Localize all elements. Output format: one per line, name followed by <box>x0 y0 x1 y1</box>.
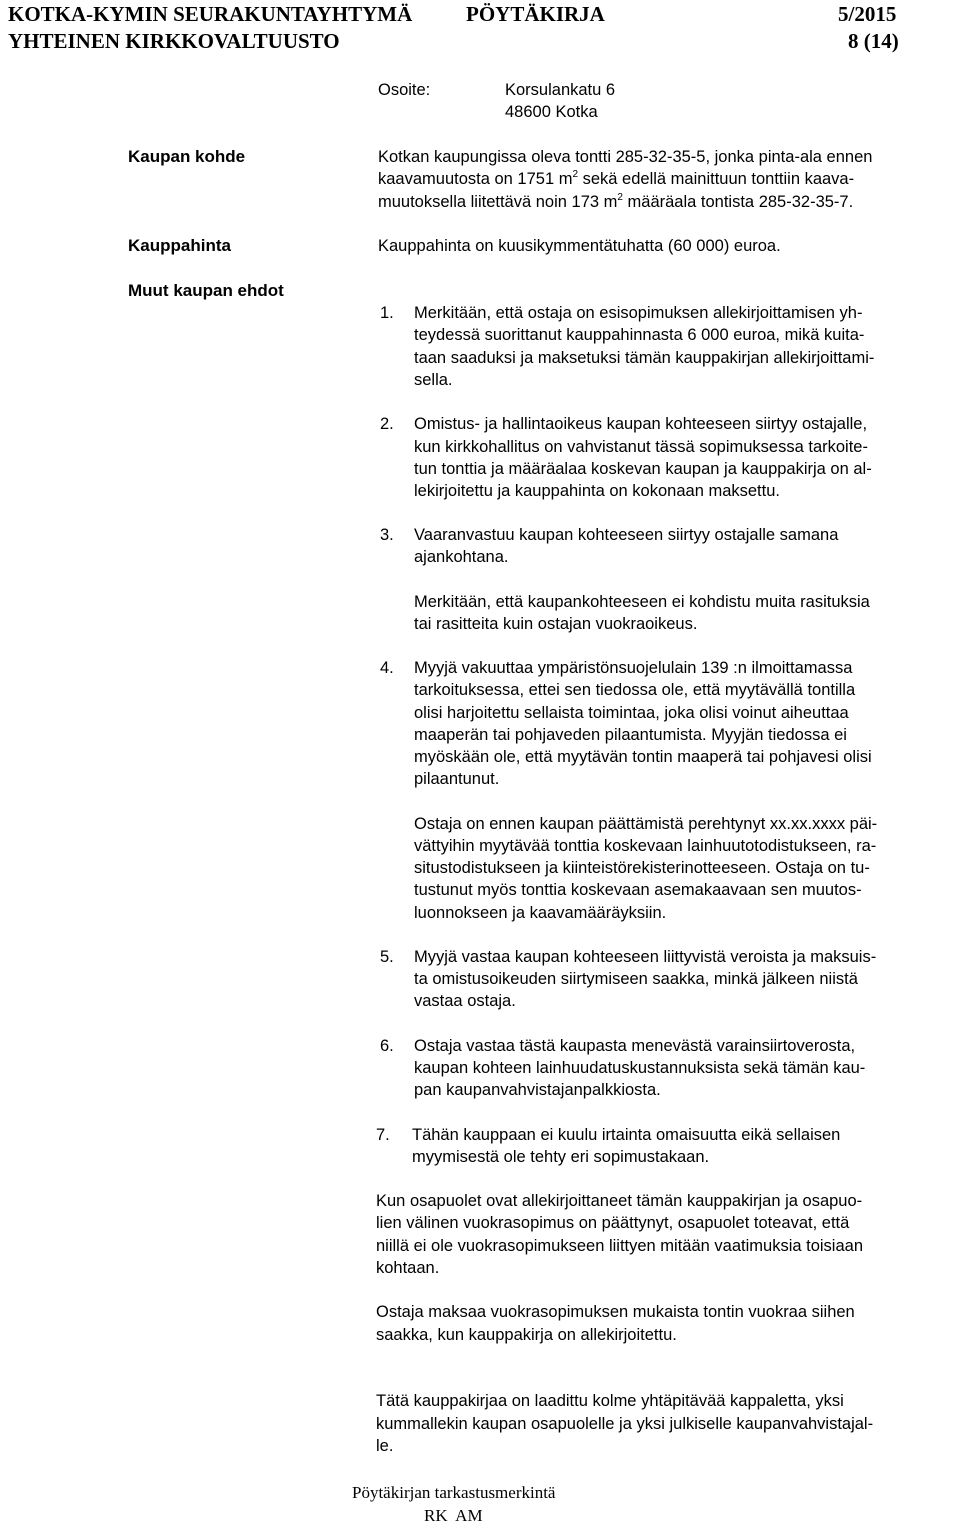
item-4-number: 4. <box>380 659 394 677</box>
para-c-line-2: kummallekin kaupan osapuolelle ja yksi julkiselle kaupanvahvistajal- <box>376 1415 874 1433</box>
item-2-number: 2. <box>380 415 394 433</box>
page-number: 8 (14) <box>848 29 899 53</box>
para-c-line-3: le. <box>376 1437 394 1455</box>
item-4-line-4: maaperän tai pohjaveden pilaantumista. Myyjän tiedossa ei <box>414 726 847 744</box>
doc-number: 5/2015 <box>838 2 897 26</box>
para-a-line-2: lien välinen vuokrasopimus on päättynyt, osapuolet toteavat, että <box>376 1214 850 1232</box>
item-4-para2-line-5: luonnokseen ja kaavamääräyksiin. <box>414 904 667 922</box>
address-postal: 48600 Kotka <box>505 103 598 121</box>
section-label-kaupan-kohde: Kaupan kohde <box>128 147 246 166</box>
item-1-line-4: sella. <box>414 371 453 389</box>
para-c-line-1: Tätä kauppakirjaa on laadittu kolme yhtäpitävää kappaletta, yksi <box>376 1392 844 1410</box>
item-1-line-1: Merkitään, että ostaja on esisopimuksen allekirjoittamisen yh- <box>414 304 863 322</box>
para-b-line-2: saakka, kun kauppakirja on allekirjoitettu. <box>376 1326 677 1344</box>
item-5-line-1: Myyjä vastaa kaupan kohteeseen liittyvistä veroista ja maksuis- <box>414 948 877 966</box>
item-4-para2-line-4: tustunut myös tonttia koskevaan asemakaavaan sen muutos- <box>414 881 862 899</box>
item-2-line-4: lekirjoitettu ja kauppahinta on kokonaan maksettu. <box>414 482 780 500</box>
kohde-line-3: muutoksella liitettävä noin 173 $m^2$ määräala tontista 285-32-35-7. <box>378 191 854 211</box>
item-2-line-3: tun tonttia ja määräalaa koskevan kaupan ja kauppakirja on al- <box>414 460 872 478</box>
kohde-line-2: kaavamuutosta on 1751 $m^2$ sekä edellä mainittuun tonttiin kaava- <box>378 168 855 188</box>
address-label: Osoite: <box>378 81 431 99</box>
item-1-number: 1. <box>380 304 394 322</box>
item-1-line-3: taan saaduksi ja maksetuksi tämän kauppakirjan allekirjoittami- <box>414 349 875 367</box>
org-name-line1: KOTKA-KYMIN SEURAKUNTAYHTYMÄ <box>8 2 413 26</box>
item-4-line-5: myöskään ole, että myytävän tontin maaperä tai pohjavesi olisi <box>414 748 872 766</box>
kauppahinta-text: Kauppahinta on kuusikymmentätuhatta (60 000) euroa. <box>378 237 781 255</box>
para-b-line-1: Ostaja maksaa vuokrasopimuksen mukaista tontin vuokraa siihen <box>376 1303 855 1321</box>
section-label-kauppahinta: Kauppahinta <box>128 236 231 255</box>
item-3-line-1: Vaaranvastuu kaupan kohteeseen siirtyy ostajalle samana <box>414 526 839 544</box>
footer-initials: RK AM <box>424 1506 483 1525</box>
item-4-line-2: tarkoituksessa, ettei sen tiedossa ole, että myytävällä tontilla <box>414 681 856 699</box>
item-1-line-2: teydessä suorittanut kauppahinnasta 6 000 euroa, mikä kuita- <box>414 326 865 344</box>
org-name-line2: YHTEINEN KIRKKOVALTUUSTO <box>8 29 340 53</box>
para-a-line-4: kohtaan. <box>376 1259 440 1277</box>
item-6-number: 6. <box>380 1037 394 1055</box>
section-label-muut-ehdot: Muut kaupan ehdot <box>128 281 284 300</box>
item-4-line-1: Myyjä vakuuttaa ympäristönsuojelulain 139 :n ilmoittamassa <box>414 659 853 677</box>
footer-title: Pöytäkirjan tarkastusmerkintä <box>352 1483 556 1502</box>
para-a-line-3: niillä ei ole vuokrasopimukseen liittyen mitään vaatimuksia toisiaan <box>376 1237 863 1255</box>
item-6-line-2: kaupan kohteen lainhuudatuskustannuksista sekä tämän kau- <box>414 1059 866 1077</box>
item-2-line-1: Omistus- ja hallintaoikeus kaupan kohteeseen siirtyy ostajalle, <box>414 415 868 433</box>
item-5-line-2: ta omistusoikeuden siirtymiseen saakka, minkä jälkeen niistä <box>414 970 858 988</box>
item-6-line-3: pan kaupanvahvistajanpalkkiosta. <box>414 1081 661 1099</box>
address-street: Korsulankatu 6 <box>505 81 616 99</box>
item-4-line-3: olisi harjoitettu sellaista toimintaa, joka olisi voinut aiheuttaa <box>414 704 849 722</box>
item-7-number: 7. <box>376 1126 390 1144</box>
item-2-line-2: kun kirkkohallitus on vahvistanut tässä sopimuksessa tarkoite- <box>414 438 868 456</box>
item-7-line-1: Tähän kauppaan ei kuulu irtainta omaisuutta eikä sellaisen <box>412 1126 841 1144</box>
item-7-line-2: myymisestä ole tehty eri sopimustakaan. <box>412 1148 710 1166</box>
item-5-number: 5. <box>380 948 394 966</box>
item-4-line-6: pilaantunut. <box>414 770 500 788</box>
doc-type: PÖYTÄKIRJA <box>466 2 605 26</box>
para-a-line-1: Kun osapuolet ovat allekirjoittaneet tämän kauppakirjan ja osapuo- <box>376 1192 863 1210</box>
item-4-para2-line-3: situstodistukseen ja kiinteistörekisterinotteeseen. Ostaja on tu- <box>414 859 870 877</box>
item-5-line-3: vastaa ostaja. <box>414 992 516 1010</box>
item-3-para2-line-2: tai rasitteita kuin ostajan vuokraoikeus. <box>414 615 698 633</box>
kohde-line-1: Kotkan kaupungissa oleva tontti 285-32-35-5, jonka pinta-ala ennen <box>378 148 873 166</box>
item-4-para2-line-1: Ostaja on ennen kaupan päättämistä perehtynyt xx.xx.xxxx päi- <box>414 815 878 833</box>
item-3-number: 3. <box>380 526 394 544</box>
item-3-line-2: ajankohtana. <box>414 548 509 566</box>
item-4-para2-line-2: vättyihin myytävää tonttia koskevaan lainhuutotodistukseen, ra- <box>414 837 877 855</box>
item-3-para2-line-1: Merkitään, että kaupankohteeseen ei kohdistu muita rasituksia <box>414 593 870 611</box>
item-6-line-1: Ostaja vastaa tästä kaupasta menevästä varainsiirtoverosta, <box>414 1037 856 1055</box>
